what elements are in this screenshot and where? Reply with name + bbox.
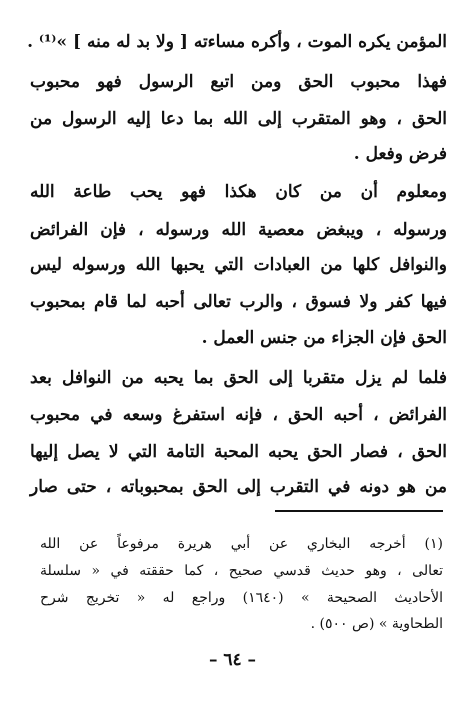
body-line-13: من هو دونه في التقرب إلى الحق بمحبوباته ، حتى صار	[30, 477, 447, 497]
body-line-6: ورسوله ، ويبغض معصية الله ورسوله ، فإن الفرائض	[30, 220, 447, 240]
body-line-10: فلما لم يزل متقربا إلى الحق بما يحبه من النوافل بعد	[30, 368, 447, 388]
body-line-5: ومعلوم أن من كان هكذا فهو يحب طاعة الله	[30, 182, 447, 202]
footnote-line-3: الأحاديث الصحيحة » (١٦٤٠) وراجع له « تخريج شرح	[40, 590, 443, 606]
body-line-9: الحق فإن الجزاء من جنس العمل .	[201, 328, 447, 348]
body-line-11: الفرائض ، أحبه الحق ، فإنه استفرغ وسعه في محبوب	[30, 405, 447, 425]
body-line-7: والنوافل كلها من العبادات التي يحبها الله ورسوله ليس	[30, 255, 447, 275]
body-line-4: فرض وفعل .	[353, 144, 447, 164]
body-line-12: الحق ، فصار الحق يحبه المحبة التامة التي لا يصل إليها	[30, 442, 447, 462]
body-line-2: فهذا محبوب الحق ومن اتبع الرسول فهو محبوب	[30, 72, 447, 92]
body-line-1: المؤمن يكره الموت ، وأكره مساءته [ ولا بد له منه ] »⁽¹⁾ .	[27, 32, 447, 52]
page-number: – ٦٤ –	[208, 650, 257, 670]
body-line-8: فيها كفر ولا فسوق ، والرب تعالى أحبه لما قام بمحبوب	[30, 292, 447, 312]
footnote-line-2: تعالى ، وهو حديث قدسي صحيح ، كما حققته في « سلسلة	[40, 563, 443, 579]
footnote-divider	[275, 510, 443, 512]
body-line-3: الحق ، وهو المتقرب إلى الله بما دعا إليه الرسول من	[30, 109, 447, 129]
footnote-line-1: (١) أخرجه البخاري عن أبي هريرة مرفوعاً عن الله	[40, 536, 443, 552]
footnote-line-4: الطحاوية » (ص ٥٠٠) .	[310, 616, 443, 632]
